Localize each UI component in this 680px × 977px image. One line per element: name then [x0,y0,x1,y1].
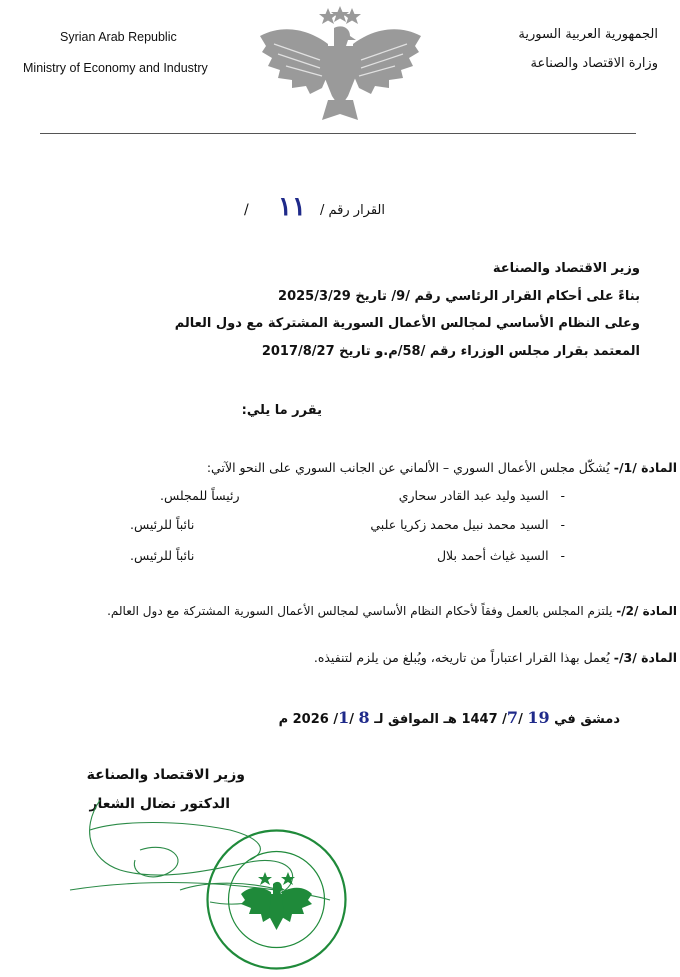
greg-day: 8 [358,708,370,727]
member-role: نائباً للرئيس. [130,517,195,532]
signature-title: وزير الاقتصاد والصناعة [86,767,245,783]
article-3-title: المادة /3/- [613,650,677,665]
signature-name: الدكتور نضال الشعار [89,796,230,812]
date-middle: هـ الموافق لـ [374,712,457,727]
member-name: - السيد غياث أحمد بلال [436,548,565,563]
member-row [130,548,565,563]
greg-year: 2026 [292,712,329,727]
hijri-day: 19 [527,708,550,727]
article-3-text: يُعمل بهذا القرار اعتباراً من تاريخه، ويُبلغ من يلزم لتنفيذه. [313,650,610,665]
greg-month: 1 [338,708,350,727]
header-country-en: Syrian Arab Republic [60,30,177,44]
preamble-presidential-decree: بناءً على أحكام القرار الرئاسي رقم /9/ تاريخ 2025/3/29 [278,289,640,304]
preamble-cabinet-decision: المعتمد بقرار مجلس الوزراء رقم /58/م.و تاريخ 2017/8/27 [261,344,640,359]
decision-number: ١١ [278,192,306,222]
ministry-stamp-icon [205,828,348,971]
article-2-title: المادة /2/- [616,604,677,618]
header-divider [40,133,636,134]
member-row [160,488,565,503]
member-name: - السيد محمد نبيل محمد زكريا علبي [370,517,565,532]
decision-label: القرار رقم / [320,203,385,218]
date-prefix: دمشق في [554,712,620,727]
header-country-ar: الجمهورية العربية السورية [518,27,658,42]
member-row [130,517,565,532]
header-ministry-en: Ministry of Economy and Industry [23,61,208,75]
decision-slash: / [244,202,249,218]
hijri-month: 7 [506,708,519,727]
article-1-title: المادة /1/- [613,460,677,475]
syrian-eagle-emblem-icon [258,4,423,124]
article-2-text: يلتزم المجلس بالعمل وفقاً لأحكام النظام الأساسي لمجالس الأعمال السورية المشتركة مع دول العالم. [107,604,613,618]
member-name: - السيد وليد عبد القادر سحاري [398,488,565,503]
member-role: رئيساً للمجلس. [160,488,240,503]
date-line: دمشق في 19 /7/ 1447 هـ الموافق لـ 8 /1/ 2026 م [278,708,620,727]
article-2 [107,604,677,618]
date-suffix: م [278,712,289,727]
header-ministry-ar: وزارة الاقتصاد والصناعة [530,56,658,71]
article-1 [207,460,677,475]
preamble-basic-system: وعلى النظام الأساسي لمجالس الأعمال السورية المشتركة مع دول العالم [174,316,640,331]
decides-heading: يقرر ما يلي: [241,403,322,418]
article-3 [314,650,677,665]
member-role: نائباً للرئيس. [130,548,195,563]
preamble-minister: وزير الاقتصاد والصناعة [492,261,640,276]
article-1-text: يُشكّل مجلس الأعمال السوري – الألماني عن الجانب السوري على النحو الآتي: [206,460,610,475]
hijri-year: 1447 [461,712,498,727]
